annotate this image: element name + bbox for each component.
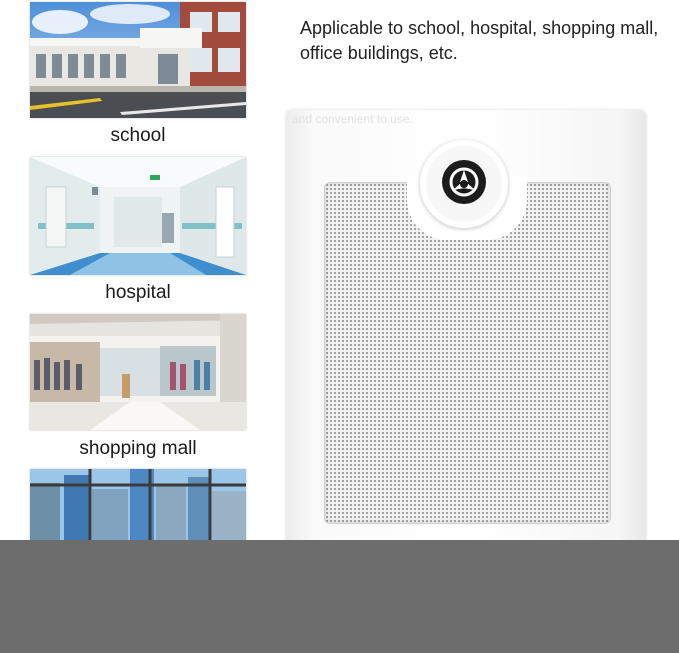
school-image (30, 2, 246, 118)
hospital-caption: hospital (105, 282, 171, 303)
shopping-mall-image (30, 314, 246, 430)
school-caption: school (110, 125, 166, 146)
hospital-image (30, 157, 246, 275)
applicable-headline: Applicable to school, hospital, shopping mall, office buildings, etc. (300, 18, 659, 63)
speaker-faint-text: and convenient to use. (292, 112, 413, 126)
office-buildings-image (30, 469, 246, 541)
speaker-logo-icon (442, 160, 486, 204)
bottom-band (0, 540, 679, 653)
shopping-mall-caption: shopping mall (79, 438, 197, 459)
